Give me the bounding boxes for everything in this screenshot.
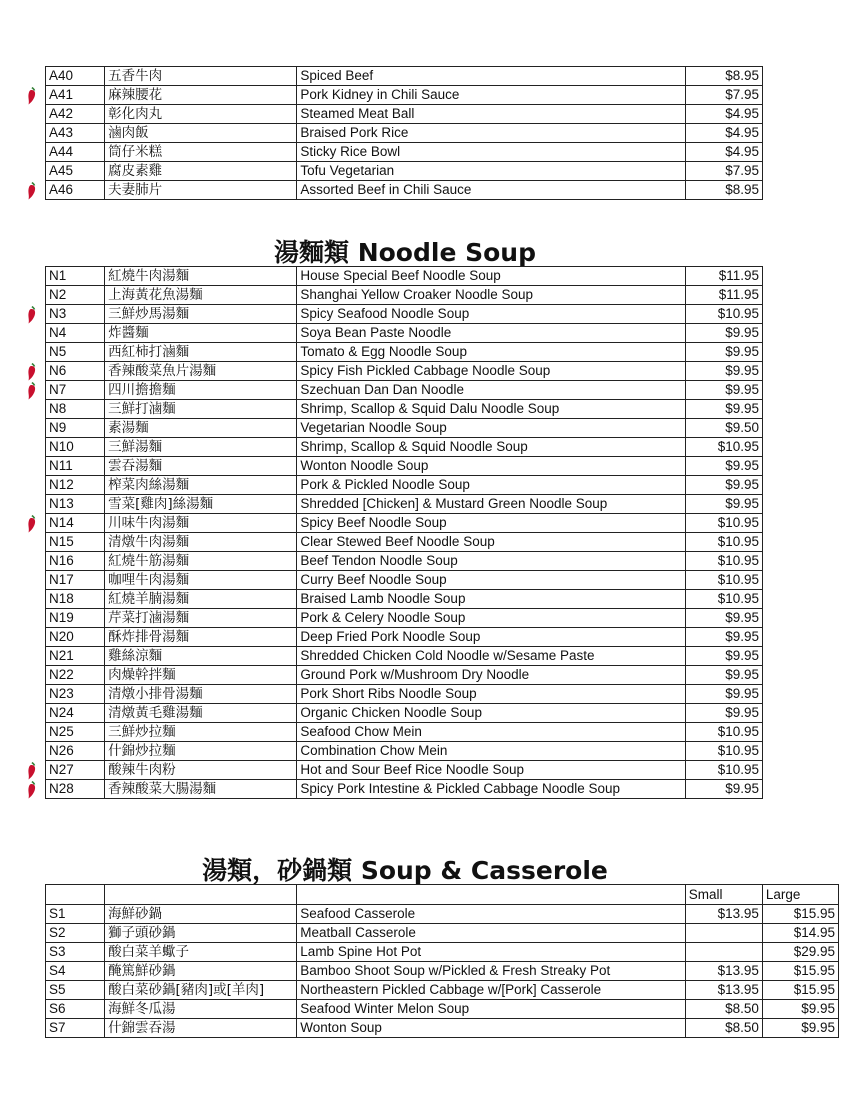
item-english-name: Ground Pork w/Mushroom Dry Noodle bbox=[297, 666, 686, 685]
menu-item-row bbox=[46, 924, 839, 943]
item-english-name: Pork & Pickled Noodle Soup bbox=[297, 476, 686, 495]
item-english-name: Sticky Rice Bowl bbox=[297, 143, 686, 162]
item-chinese-name: 川味牛肉湯麵 bbox=[105, 514, 297, 533]
item-english-name: Braised Lamb Noodle Soup bbox=[297, 590, 686, 609]
item-chinese-name: 三鮮炒拉麵 bbox=[105, 723, 297, 742]
item-english-name: Spicy Pork Intestine & Pickled Cabbage Noodle Soup bbox=[297, 780, 686, 799]
item-chinese-name: 芹菜打滷湯麵 bbox=[105, 609, 297, 628]
item-price-price: $11.95 bbox=[685, 267, 762, 286]
menu-item-row bbox=[46, 533, 763, 552]
item-chinese-name: 紅燒牛筋湯麵 bbox=[105, 552, 297, 571]
menu-item-row bbox=[46, 438, 763, 457]
item-price-price: $9.95 bbox=[685, 704, 762, 723]
item-price-price: $9.95 bbox=[685, 476, 762, 495]
item-chinese-name: 海鮮砂鍋 bbox=[105, 905, 297, 924]
chili-pepper-icon bbox=[26, 515, 38, 533]
item-chinese-name: 什錦雲吞湯 bbox=[105, 1019, 297, 1038]
item-code: S5 bbox=[46, 981, 105, 1000]
menu-item-row bbox=[46, 609, 763, 628]
item-price-price: $9.95 bbox=[685, 400, 762, 419]
menu-item-row bbox=[46, 476, 763, 495]
item-code: N7 bbox=[46, 381, 105, 400]
item-chinese-name: 醃篤鮮砂鍋 bbox=[105, 962, 297, 981]
item-price-price: $9.95 bbox=[685, 495, 762, 514]
item-english-name: Bamboo Shoot Soup w/Pickled & Fresh Streaky Pot bbox=[297, 962, 685, 981]
item-code: N13 bbox=[46, 495, 105, 514]
item-price-price: $9.50 bbox=[685, 419, 762, 438]
item-english-name: House Special Beef Noodle Soup bbox=[297, 267, 686, 286]
item-code: A46 bbox=[46, 181, 105, 200]
menu-item-row bbox=[46, 286, 763, 305]
item-english-name: Beef Tendon Noodle Soup bbox=[297, 552, 686, 571]
item-code: N18 bbox=[46, 590, 105, 609]
item-price-small bbox=[685, 943, 762, 962]
item-price-price: $4.95 bbox=[685, 105, 762, 124]
item-chinese-name: 彰化肉丸 bbox=[105, 105, 297, 124]
item-english-name: Tofu Vegetarian bbox=[297, 162, 686, 181]
item-price-large: $15.95 bbox=[762, 905, 838, 924]
item-chinese-name: 炸醬麵 bbox=[105, 324, 297, 343]
item-code: A41 bbox=[46, 86, 105, 105]
item-price-price: $7.95 bbox=[685, 86, 762, 105]
item-chinese-name: 雞絲涼麵 bbox=[105, 647, 297, 666]
menu-item-row bbox=[46, 552, 763, 571]
item-english-name: Lamb Spine Hot Pot bbox=[297, 943, 685, 962]
menu-item-row bbox=[46, 943, 839, 962]
item-price-price: $10.95 bbox=[685, 514, 762, 533]
item-chinese-name: 雪菜[雞肉]絲湯麵 bbox=[105, 495, 297, 514]
item-code: N21 bbox=[46, 647, 105, 666]
item-english-name: Wonton Noodle Soup bbox=[297, 457, 686, 476]
menu-item-row bbox=[46, 1000, 839, 1019]
item-chinese-name: 五香牛肉 bbox=[105, 67, 297, 86]
menu-item-row bbox=[46, 981, 839, 1000]
menu-item-row bbox=[46, 86, 763, 105]
menu-item-row bbox=[46, 381, 763, 400]
item-price-small: $8.50 bbox=[685, 1000, 762, 1019]
item-english-name: Assorted Beef in Chili Sauce bbox=[297, 181, 686, 200]
menu-item-row bbox=[46, 124, 763, 143]
item-code: N11 bbox=[46, 457, 105, 476]
item-price-price: $4.95 bbox=[685, 124, 762, 143]
item-price-small: $13.95 bbox=[685, 962, 762, 981]
item-chinese-name: 雲吞湯麵 bbox=[105, 457, 297, 476]
menu-item-row bbox=[46, 666, 763, 685]
item-code: N16 bbox=[46, 552, 105, 571]
item-chinese-name: 素湯麵 bbox=[105, 419, 297, 438]
menu-item-row bbox=[46, 324, 763, 343]
item-code: N12 bbox=[46, 476, 105, 495]
item-code: S6 bbox=[46, 1000, 105, 1019]
item-price-large: $15.95 bbox=[762, 981, 838, 1000]
menu-item-row bbox=[46, 267, 763, 286]
item-code: A40 bbox=[46, 67, 105, 86]
item-code: N26 bbox=[46, 742, 105, 761]
item-price-price: $9.95 bbox=[685, 666, 762, 685]
menu-item-row bbox=[46, 495, 763, 514]
menu-item-row bbox=[46, 305, 763, 324]
item-english-name: Braised Pork Rice bbox=[297, 124, 686, 143]
chili-pepper-icon bbox=[26, 382, 38, 400]
item-chinese-name: 肉燥幹拌麵 bbox=[105, 666, 297, 685]
item-price-large: $29.95 bbox=[762, 943, 838, 962]
chili-pepper-icon bbox=[26, 87, 38, 105]
item-english-name: Vegetarian Noodle Soup bbox=[297, 419, 686, 438]
item-english-name: Wonton Soup bbox=[297, 1019, 685, 1038]
header-blank-zh bbox=[105, 885, 297, 905]
item-code: N5 bbox=[46, 343, 105, 362]
menu-item-row bbox=[46, 761, 763, 780]
menu-item-row bbox=[46, 457, 763, 476]
menu-item-row bbox=[46, 723, 763, 742]
item-english-name: Pork Short Ribs Noodle Soup bbox=[297, 685, 686, 704]
chili-pepper-icon bbox=[26, 306, 38, 324]
item-price-price: $9.95 bbox=[685, 343, 762, 362]
item-code: N9 bbox=[46, 419, 105, 438]
item-chinese-name: 滷肉飯 bbox=[105, 124, 297, 143]
item-code: A44 bbox=[46, 143, 105, 162]
item-chinese-name: 四川擔擔麵 bbox=[105, 381, 297, 400]
item-price-price: $4.95 bbox=[685, 143, 762, 162]
soup-casserole-table bbox=[45, 884, 839, 1038]
item-code: N15 bbox=[46, 533, 105, 552]
item-code: N28 bbox=[46, 780, 105, 799]
menu-item-row bbox=[46, 143, 763, 162]
item-code: S3 bbox=[46, 943, 105, 962]
menu-item-row bbox=[46, 742, 763, 761]
menu-item-row bbox=[46, 590, 763, 609]
item-chinese-name: 麻辣腰花 bbox=[105, 86, 297, 105]
item-code: N8 bbox=[46, 400, 105, 419]
item-code: N14 bbox=[46, 514, 105, 533]
menu-item-row bbox=[46, 571, 763, 590]
menu-item-row bbox=[46, 162, 763, 181]
item-price-price: $10.95 bbox=[685, 571, 762, 590]
item-code: N23 bbox=[46, 685, 105, 704]
item-price-price: $9.95 bbox=[685, 362, 762, 381]
menu-item-row bbox=[46, 181, 763, 200]
item-english-name: Shredded Chicken Cold Noodle w/Sesame Paste bbox=[297, 647, 686, 666]
item-chinese-name: 獅子頭砂鍋 bbox=[105, 924, 297, 943]
item-code: N19 bbox=[46, 609, 105, 628]
item-chinese-name: 夫妻肺片 bbox=[105, 181, 297, 200]
item-chinese-name: 什錦炒拉麵 bbox=[105, 742, 297, 761]
item-chinese-name: 三鮮打滷麵 bbox=[105, 400, 297, 419]
item-chinese-name: 榨菜肉絲湯麵 bbox=[105, 476, 297, 495]
menu-item-row bbox=[46, 905, 839, 924]
item-price-price: $8.95 bbox=[685, 181, 762, 200]
item-english-name: Seafood Winter Melon Soup bbox=[297, 1000, 685, 1019]
item-english-name: Steamed Meat Ball bbox=[297, 105, 686, 124]
item-price-price: $8.95 bbox=[685, 67, 762, 86]
item-code: N3 bbox=[46, 305, 105, 324]
header-blank-code bbox=[46, 885, 105, 905]
menu-item-row bbox=[46, 343, 763, 362]
item-price-price: $9.95 bbox=[685, 457, 762, 476]
item-chinese-name: 紅燒羊腩湯麵 bbox=[105, 590, 297, 609]
noodle-soup-table bbox=[45, 266, 763, 799]
menu-item-row bbox=[46, 704, 763, 723]
chili-pepper-icon bbox=[26, 363, 38, 381]
item-price-price: $9.95 bbox=[685, 628, 762, 647]
item-english-name: Shredded [Chicken] & Mustard Green Noodle Soup bbox=[297, 495, 686, 514]
item-code: N20 bbox=[46, 628, 105, 647]
item-price-large: $14.95 bbox=[762, 924, 838, 943]
item-chinese-name: 酸白菜砂鍋[豬肉]或[羊肉] bbox=[105, 981, 297, 1000]
item-code: A43 bbox=[46, 124, 105, 143]
item-code: N1 bbox=[46, 267, 105, 286]
item-chinese-name: 上海黃花魚湯麵 bbox=[105, 286, 297, 305]
item-price-small: $13.95 bbox=[685, 981, 762, 1000]
menu-item-row bbox=[46, 514, 763, 533]
noodle-soup-heading: 湯麵類 Noodle Soup bbox=[274, 238, 536, 267]
item-code: N6 bbox=[46, 362, 105, 381]
item-price-price: $7.95 bbox=[685, 162, 762, 181]
item-english-name: Pork & Celery Noodle Soup bbox=[297, 609, 686, 628]
menu-item-row bbox=[46, 780, 763, 799]
item-code: S1 bbox=[46, 905, 105, 924]
item-english-name: Hot and Sour Beef Rice Noodle Soup bbox=[297, 761, 686, 780]
item-english-name: Northeastern Pickled Cabbage w/[Pork] Casserole bbox=[297, 981, 685, 1000]
item-price-price: $9.95 bbox=[685, 647, 762, 666]
chili-pepper-icon bbox=[26, 182, 38, 200]
item-english-name: Shanghai Yellow Croaker Noodle Soup bbox=[297, 286, 686, 305]
item-chinese-name: 清燉牛肉湯麵 bbox=[105, 533, 297, 552]
size-header-row bbox=[46, 885, 839, 905]
header-small: Small bbox=[685, 885, 762, 905]
item-price-price: $10.95 bbox=[685, 438, 762, 457]
item-chinese-name: 酥炸排骨湯麵 bbox=[105, 628, 297, 647]
item-price-price: $9.95 bbox=[685, 780, 762, 799]
item-code: N2 bbox=[46, 286, 105, 305]
item-english-name: Spicy Seafood Noodle Soup bbox=[297, 305, 686, 324]
item-code: A45 bbox=[46, 162, 105, 181]
item-price-large: $15.95 bbox=[762, 962, 838, 981]
menu-item-row bbox=[46, 1019, 839, 1038]
item-english-name: Shrimp, Scallop & Squid Dalu Noodle Soup bbox=[297, 400, 686, 419]
item-chinese-name: 酸辣牛肉粉 bbox=[105, 761, 297, 780]
item-chinese-name: 腐皮素雞 bbox=[105, 162, 297, 181]
appetizer-table bbox=[45, 66, 763, 200]
item-price-price: $9.95 bbox=[685, 324, 762, 343]
item-chinese-name: 香辣酸菜大腸湯麵 bbox=[105, 780, 297, 799]
item-chinese-name: 香辣酸菜魚片湯麵 bbox=[105, 362, 297, 381]
item-english-name: Combination Chow Mein bbox=[297, 742, 686, 761]
item-price-small: $13.95 bbox=[685, 905, 762, 924]
menu-item-row bbox=[46, 419, 763, 438]
menu-item-row bbox=[46, 647, 763, 666]
header-blank-en bbox=[297, 885, 685, 905]
item-code: N24 bbox=[46, 704, 105, 723]
soup-casserole-heading: 湯類，砂鍋類 Soup & Casserole bbox=[202, 856, 608, 885]
item-price-price: $10.95 bbox=[685, 742, 762, 761]
header-large: Large bbox=[762, 885, 838, 905]
item-price-price: $10.95 bbox=[685, 590, 762, 609]
item-price-price: $10.95 bbox=[685, 552, 762, 571]
item-code: N22 bbox=[46, 666, 105, 685]
item-price-price: $10.95 bbox=[685, 723, 762, 742]
item-english-name: Spicy Beef Noodle Soup bbox=[297, 514, 686, 533]
item-code: N4 bbox=[46, 324, 105, 343]
item-english-name: Tomato & Egg Noodle Soup bbox=[297, 343, 686, 362]
item-code: S7 bbox=[46, 1019, 105, 1038]
item-english-name: Soya Bean Paste Noodle bbox=[297, 324, 686, 343]
item-english-name: Curry Beef Noodle Soup bbox=[297, 571, 686, 590]
item-english-name: Spicy Fish Pickled Cabbage Noodle Soup bbox=[297, 362, 686, 381]
menu-item-row bbox=[46, 67, 763, 86]
item-code: S2 bbox=[46, 924, 105, 943]
item-price-large: $9.95 bbox=[762, 1019, 838, 1038]
item-price-small bbox=[685, 924, 762, 943]
item-price-small: $8.50 bbox=[685, 1019, 762, 1038]
item-price-price: $11.95 bbox=[685, 286, 762, 305]
chili-pepper-icon bbox=[26, 781, 38, 799]
menu-item-row bbox=[46, 362, 763, 381]
item-chinese-name: 三鮮湯麵 bbox=[105, 438, 297, 457]
item-english-name: Seafood Casserole bbox=[297, 905, 685, 924]
item-chinese-name: 西紅柿打滷麵 bbox=[105, 343, 297, 362]
item-english-name: Shrimp, Scallop & Squid Noodle Soup bbox=[297, 438, 686, 457]
item-chinese-name: 清燉小排骨湯麵 bbox=[105, 685, 297, 704]
item-english-name: Seafood Chow Mein bbox=[297, 723, 686, 742]
menu-item-row bbox=[46, 628, 763, 647]
item-chinese-name: 海鮮冬瓜湯 bbox=[105, 1000, 297, 1019]
menu-item-row bbox=[46, 400, 763, 419]
item-chinese-name: 紅燒牛肉湯麵 bbox=[105, 267, 297, 286]
item-english-name: Spiced Beef bbox=[297, 67, 686, 86]
chili-pepper-icon bbox=[26, 762, 38, 780]
item-price-large: $9.95 bbox=[762, 1000, 838, 1019]
item-price-price: $10.95 bbox=[685, 533, 762, 552]
item-english-name: Clear Stewed Beef Noodle Soup bbox=[297, 533, 686, 552]
item-chinese-name: 筒仔米糕 bbox=[105, 143, 297, 162]
item-code: N25 bbox=[46, 723, 105, 742]
item-chinese-name: 三鮮炒馬湯麵 bbox=[105, 305, 297, 324]
item-code: N27 bbox=[46, 761, 105, 780]
item-english-name: Deep Fried Pork Noodle Soup bbox=[297, 628, 686, 647]
menu-item-row bbox=[46, 962, 839, 981]
item-price-price: $9.95 bbox=[685, 685, 762, 704]
item-chinese-name: 清燉黃毛雞湯麵 bbox=[105, 704, 297, 723]
item-code: S4 bbox=[46, 962, 105, 981]
item-chinese-name: 酸白菜羊蠍子 bbox=[105, 943, 297, 962]
menu-item-row bbox=[46, 685, 763, 704]
item-english-name: Organic Chicken Noodle Soup bbox=[297, 704, 686, 723]
item-price-price: $9.95 bbox=[685, 381, 762, 400]
item-price-price: $10.95 bbox=[685, 761, 762, 780]
item-code: A42 bbox=[46, 105, 105, 124]
item-price-price: $10.95 bbox=[685, 305, 762, 324]
item-chinese-name: 咖哩牛肉湯麵 bbox=[105, 571, 297, 590]
item-price-price: $9.95 bbox=[685, 609, 762, 628]
item-code: N10 bbox=[46, 438, 105, 457]
item-english-name: Meatball Casserole bbox=[297, 924, 685, 943]
item-english-name: Pork Kidney in Chili Sauce bbox=[297, 86, 686, 105]
item-english-name: Szechuan Dan Dan Noodle bbox=[297, 381, 686, 400]
menu-item-row bbox=[46, 105, 763, 124]
item-code: N17 bbox=[46, 571, 105, 590]
